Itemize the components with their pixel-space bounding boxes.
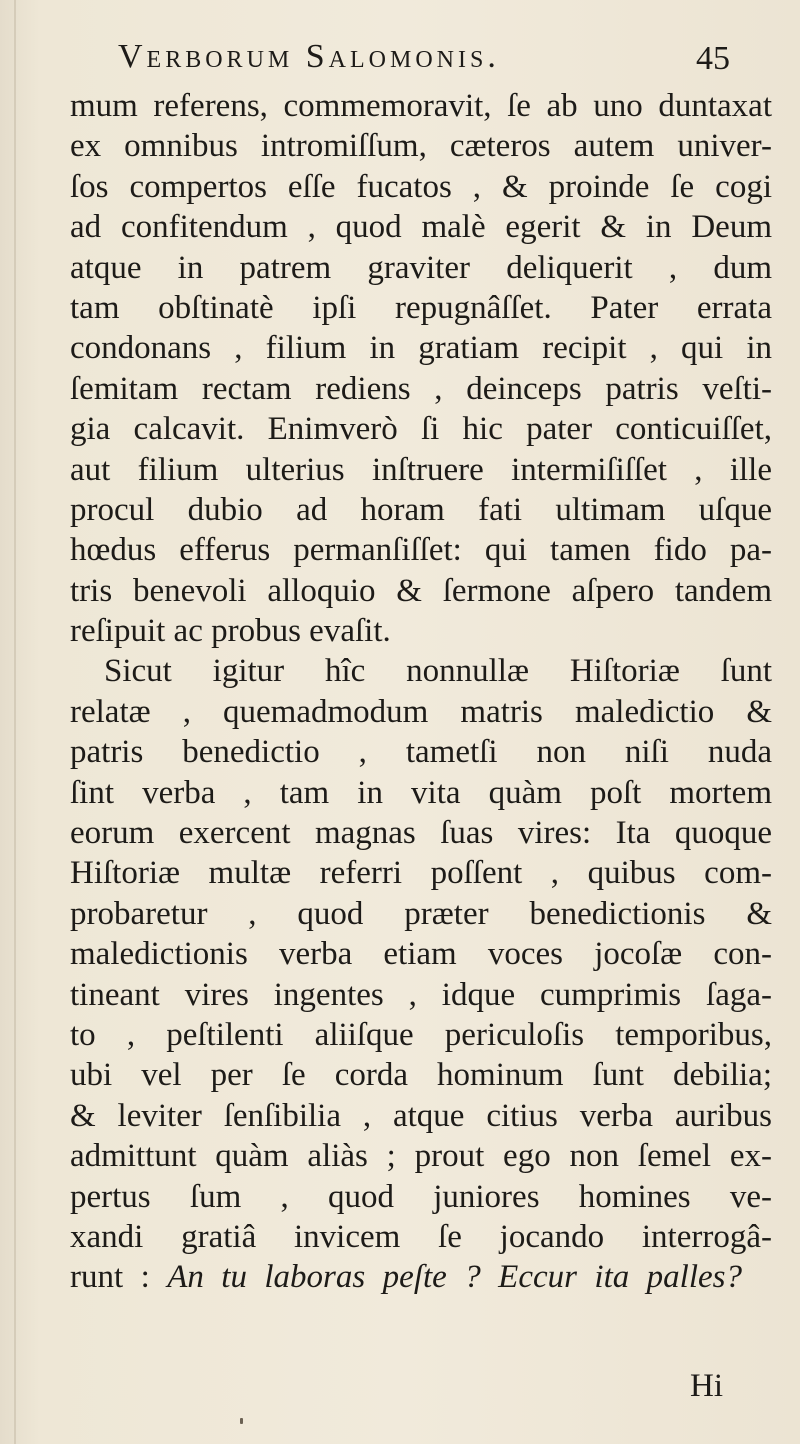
text-line: mum referens, commemoravit, ſe ab uno duntaxat (70, 88, 772, 124)
text-line: gia calcavit. Enimverò ſi hic pater conticuiſſet, (70, 411, 772, 448)
gutter-shadow (14, 0, 16, 1444)
text-line: tris benevoli alloquio & ſermone aſpero tandem (70, 572, 772, 609)
text-line: relatæ , quemadmodum matris maledictio & (70, 693, 772, 730)
text-line: reſipuit ac probus evaſit. (70, 613, 391, 650)
text-line: eorum exercent magnas ſuas vires: Ita quoque (70, 815, 772, 852)
page-number: 45 (696, 40, 730, 77)
catchword: Hi (690, 1368, 723, 1404)
ink-speck (240, 1418, 243, 1424)
text-line: xandi gratiâ invicem ſe jocando interrogâ- (70, 1218, 772, 1255)
text-line: hœdus efferus permanſiſſet: qui tamen fido pa- (70, 532, 772, 569)
text-line: aut filium ulterius inſtruere intermiſiſſet , ille (70, 451, 772, 488)
last-line-prefix: runt : (70, 1259, 150, 1296)
text-line: tam obſtinatè ipſi repugnâſſet. Pater errata (70, 289, 772, 326)
text-line-last (70, 1257, 742, 1297)
text-line: ad confitendum , quod malè egerit & in Deum (70, 209, 772, 246)
text-line: Hiſtoriæ multæ referri poſſent , quibus com- (70, 855, 772, 892)
text-line: condonans , filium in gratiam recipit , qui in (70, 330, 772, 367)
text-line: procul dubio ad horam fati ultimam uſque (70, 491, 772, 528)
text-line: pertus ſum , quod juniores homines ve- (70, 1178, 772, 1215)
text-line: ubi vel per ſe corda hominum ſunt debilia; (70, 1057, 772, 1094)
text-line: tineant vires ingentes , idque cumprimis ſaga- (70, 976, 772, 1013)
body-text (70, 86, 772, 1298)
text-line: Sicut igitur hîc nonnullæ Hiſtoriæ ſunt (104, 653, 772, 690)
text-line: ex omnibus intromiſſum, cæteros autem univer- (70, 128, 772, 165)
text-line: admittunt quàm aliàs ; prout ego non ſemel ex- (70, 1138, 772, 1175)
text-line: & leviter ſenſibilia , atque citius verba auribus (70, 1097, 772, 1134)
text-line: maledictionis verba etiam voces jocoſæ con- (70, 936, 772, 973)
italic-quote: An tu laboras peſte ? Eccur ita palles? (167, 1259, 742, 1296)
text-line: patris benedictio , tametſi non niſi nuda (70, 734, 772, 771)
text-line: ſint verba , tam in vita quàm poſt mortem (70, 774, 772, 811)
text-line: ſos compertos eſſe fucatos , & proinde ſe cogi (70, 168, 772, 205)
text-line: to , peſtilenti aliiſque periculoſis temporibus, (70, 1016, 772, 1053)
text-line: probaretur , quod præter benedictionis & (70, 895, 772, 932)
text-line: atque in patrem graviter deliquerit , dum (70, 249, 772, 286)
text-line: ſemitam rectam rediens , deinceps patris veſti- (70, 370, 772, 407)
running-title: Verborum Salomonis. (118, 38, 500, 75)
